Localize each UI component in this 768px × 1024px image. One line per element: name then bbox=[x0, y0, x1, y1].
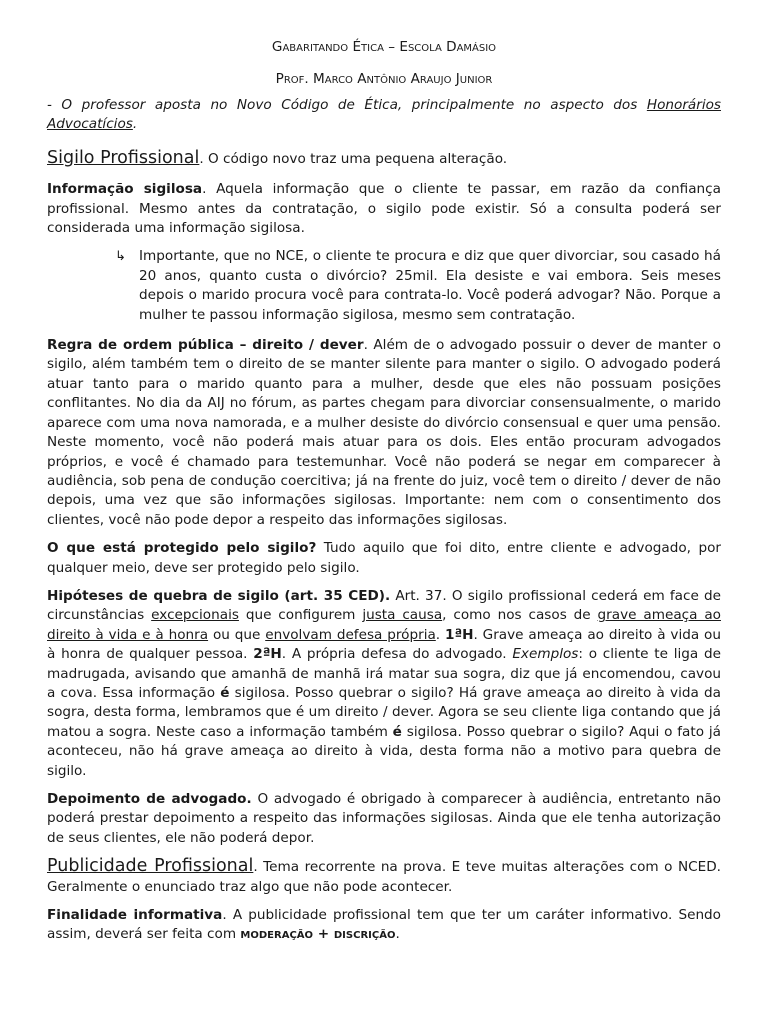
finalidade-end: . bbox=[395, 926, 400, 943]
intro-paragraph bbox=[47, 96, 721, 135]
protegido-paragraph bbox=[47, 539, 721, 578]
regra-text: . Além de o advogado possuir o dever de manter o sigilo, além também tem o direito de se manter silente para manter o sigilo. O advogado poderá atuar tanto para o marido quanto para a mulher, desde que eles não possuam posições conflitantes. No dia da AIJ no fórum, as partes chegam para divorciar consensualmente, o marido aparece com uma nova namorada, e a mulher desiste do divórcio consensual e quer uma pensão. Neste momento, você não poderá mais atuar para os dois. Eles então procuram advogados próprios, e você é chamado para testemunhar. Você não poderá se negar em comparecer à audiência, sob pena de condução coercitiva; já na frente do juiz, você tem o direito / dever de não depois, uma vez que são informações sigilosas. Importante: nem com o consentimento dos clientes, você não pode depor a respeito das informações sigilosas. bbox=[47, 337, 721, 528]
publicidade-section bbox=[47, 857, 721, 897]
intro-end: . bbox=[132, 116, 138, 133]
intro-highlight: Honorários Advocatícios bbox=[47, 97, 721, 133]
publicidade-text: . Tema recorrente na prova. E teve muitas alterações com o NCED. Geralmente o enunciado traz algo que não pode acontecer. bbox=[47, 859, 721, 895]
hipoteses-t4: ou que bbox=[208, 626, 266, 643]
hipoteses-t1: Art. 37. O sigilo profissional cederá em face de circunstâncias bbox=[47, 587, 721, 624]
hipoteses-b3: é bbox=[220, 684, 230, 701]
publicidade-heading: Publicidade Profissional bbox=[47, 856, 254, 877]
regra-term: Regra de ordem pública – direito / dever bbox=[47, 337, 364, 354]
sigilo-section bbox=[47, 149, 721, 169]
protegido-term: O que está protegido pelo sigilo? bbox=[47, 540, 317, 557]
hipoteses-t9: sigilosa. Posso quebrar o sigilo? Há grave ameaça ao direito à vida da sogra, desta forma, lembramos que é um direito / dever. Agora se seu cliente liga contando que já matou a sogra. Neste caso a informação também bbox=[47, 684, 721, 740]
finalidade-emph: moderação + discrição bbox=[240, 926, 396, 943]
info-sigilosa-term: Informação sigilosa bbox=[47, 181, 203, 198]
hipoteses-b1: 1ªH bbox=[444, 626, 474, 643]
document-title: Gabaritando Ética – Escola Damásio bbox=[271, 39, 497, 55]
intro-text: - O professor aposta no Novo Código de Ética, principalmente no aspecto dos bbox=[47, 97, 647, 113]
hipoteses-t3: , como nos casos de bbox=[442, 607, 598, 624]
depoimento-term: Depoimento de advogado. bbox=[47, 791, 252, 807]
hipoteses-t8: : o cliente te liga de madrugada, avisando que amanhã de manhã irá matar sua sogra, diz que já encomendou, cavou a cova. Essa informação bbox=[47, 646, 721, 701]
depoimento-paragraph bbox=[47, 790, 721, 848]
finalidade-term: Finalidade informativa bbox=[47, 907, 223, 924]
bullet-text: Importante, que no NCE, o cliente te procura e diz que quer divorciar, sou casado há 20 anos, quanto custa o divórcio? 25mil. Ela desiste e vai embora. Seis meses depois o marido procura você para contrata-lo. Você poderá advogar? Não. Porque a mulher te passou informação sigilosa, mesmo sem contratação. bbox=[139, 248, 721, 323]
info-sigilosa-paragraph bbox=[47, 180, 721, 238]
regra-paragraph bbox=[47, 336, 721, 530]
hipoteses-t5: . bbox=[435, 626, 445, 643]
hipoteses-i1: Exemplos bbox=[512, 646, 579, 663]
sigilo-heading: Sigilo Profissional bbox=[47, 147, 200, 168]
arrow-bullet-icon: ↳ bbox=[115, 249, 126, 265]
sigilo-text: . O código novo traz uma pequena alteração. bbox=[199, 150, 508, 167]
hipoteses-term: Hipóteses de quebra de sigilo (art. 35 CED). bbox=[47, 587, 391, 604]
hipoteses-u3: grave ameaça ao direito à vida e à honra bbox=[47, 607, 721, 643]
hipoteses-u1: excepcionais bbox=[151, 607, 239, 624]
info-sigilosa-text: . Aquela informação que o cliente te passar, em razão da confiança profissional. Mesmo antes da contratação, o sigilo pode existir. Só a consulta poderá ser considerada uma informação sigilosa. bbox=[47, 181, 721, 237]
important-bullet bbox=[47, 247, 721, 325]
hipoteses-u2: justa causa bbox=[362, 607, 443, 624]
hipoteses-t6: . Grave ameaça ao direito à vida ou à honra de qualquer pessoa. bbox=[47, 626, 721, 663]
hipoteses-b2: 2ªH bbox=[253, 646, 282, 663]
hipoteses-t2: que configurem bbox=[238, 607, 363, 624]
depoimento-text: O advogado é obrigado à comparecer à audiência, entretanto não poderá prestar depoimento a respeito das informações sigilosas. Ainda que ele tenha autorização de seus clientes, ele não poderá depor. bbox=[47, 791, 721, 846]
hipoteses-t10: sigilosa. Posso quebrar o sigilo? Aqui o fato já aconteceu, não há grave ameaça ao direito à vida, desta forma não a motivo para quebra de sigilo. bbox=[47, 723, 721, 779]
hipoteses-u4: envolvam defesa própria bbox=[265, 626, 436, 643]
hipoteses-t7: . A própria defesa do advogado. bbox=[281, 646, 513, 663]
hipoteses-paragraph bbox=[47, 587, 721, 781]
finalidade-text: . A publicidade profissional tem que ter um caráter informativo. Sendo assim, deverá ser feita com bbox=[47, 907, 722, 943]
professor-name: Prof. Marco Antônio Araujo Junior bbox=[275, 71, 493, 87]
finalidade-paragraph bbox=[47, 906, 721, 945]
hipoteses-b4: é bbox=[392, 723, 402, 740]
protegido-text: Tudo aquilo que foi dito, entre cliente e advogado, por qualquer meio, deve ser protegido pelo sigilo. bbox=[47, 540, 721, 576]
